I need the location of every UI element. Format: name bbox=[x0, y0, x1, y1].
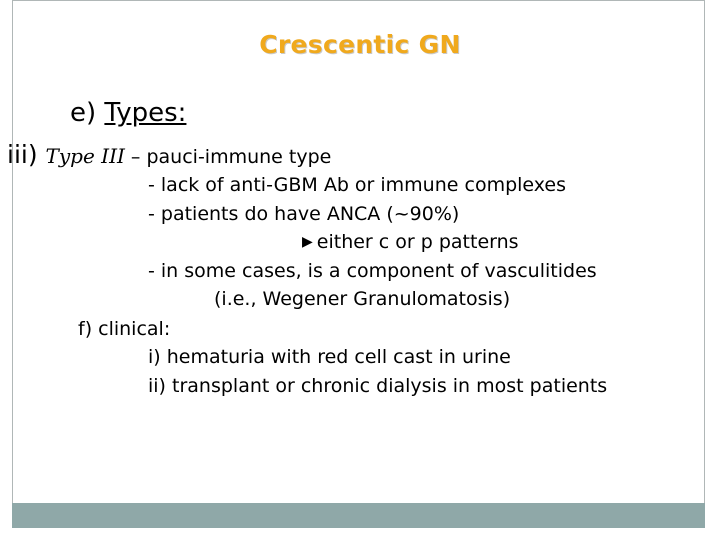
bullet-line: - in some cases, is a component of vasculitides bbox=[148, 260, 597, 282]
bullet-continuation: (i.e., Wegener Granulomatosis) bbox=[214, 288, 511, 310]
bullet-line: - patients do have ANCA (~90%) bbox=[148, 203, 460, 225]
type3-description: – pauci-immune type bbox=[124, 146, 332, 168]
types-prefix: e) bbox=[70, 98, 105, 128]
bullet-line: - lack of anti-GBM Ab or immune complexes bbox=[148, 174, 567, 196]
type3-heading bbox=[7, 140, 331, 172]
slide-footer-bar bbox=[12, 503, 705, 528]
types-label: Types: bbox=[104, 98, 187, 128]
clinical-item: i) hematuria with red cell cast in urine bbox=[148, 346, 511, 368]
bullet-subline-text: either c or p patterns bbox=[316, 231, 519, 253]
clinical-heading: f) clinical: bbox=[78, 318, 171, 340]
type3-number: iii) bbox=[7, 140, 38, 169]
clinical-item: ii) transplant or chronic dialysis in most patients bbox=[148, 375, 608, 397]
triangle-right-icon: ▶ bbox=[302, 234, 313, 250]
section-types-heading bbox=[70, 98, 186, 128]
type3-name: Type III bbox=[45, 144, 125, 168]
bullet-subline bbox=[302, 231, 519, 255]
slide-title: Crescentic GN bbox=[259, 30, 461, 59]
